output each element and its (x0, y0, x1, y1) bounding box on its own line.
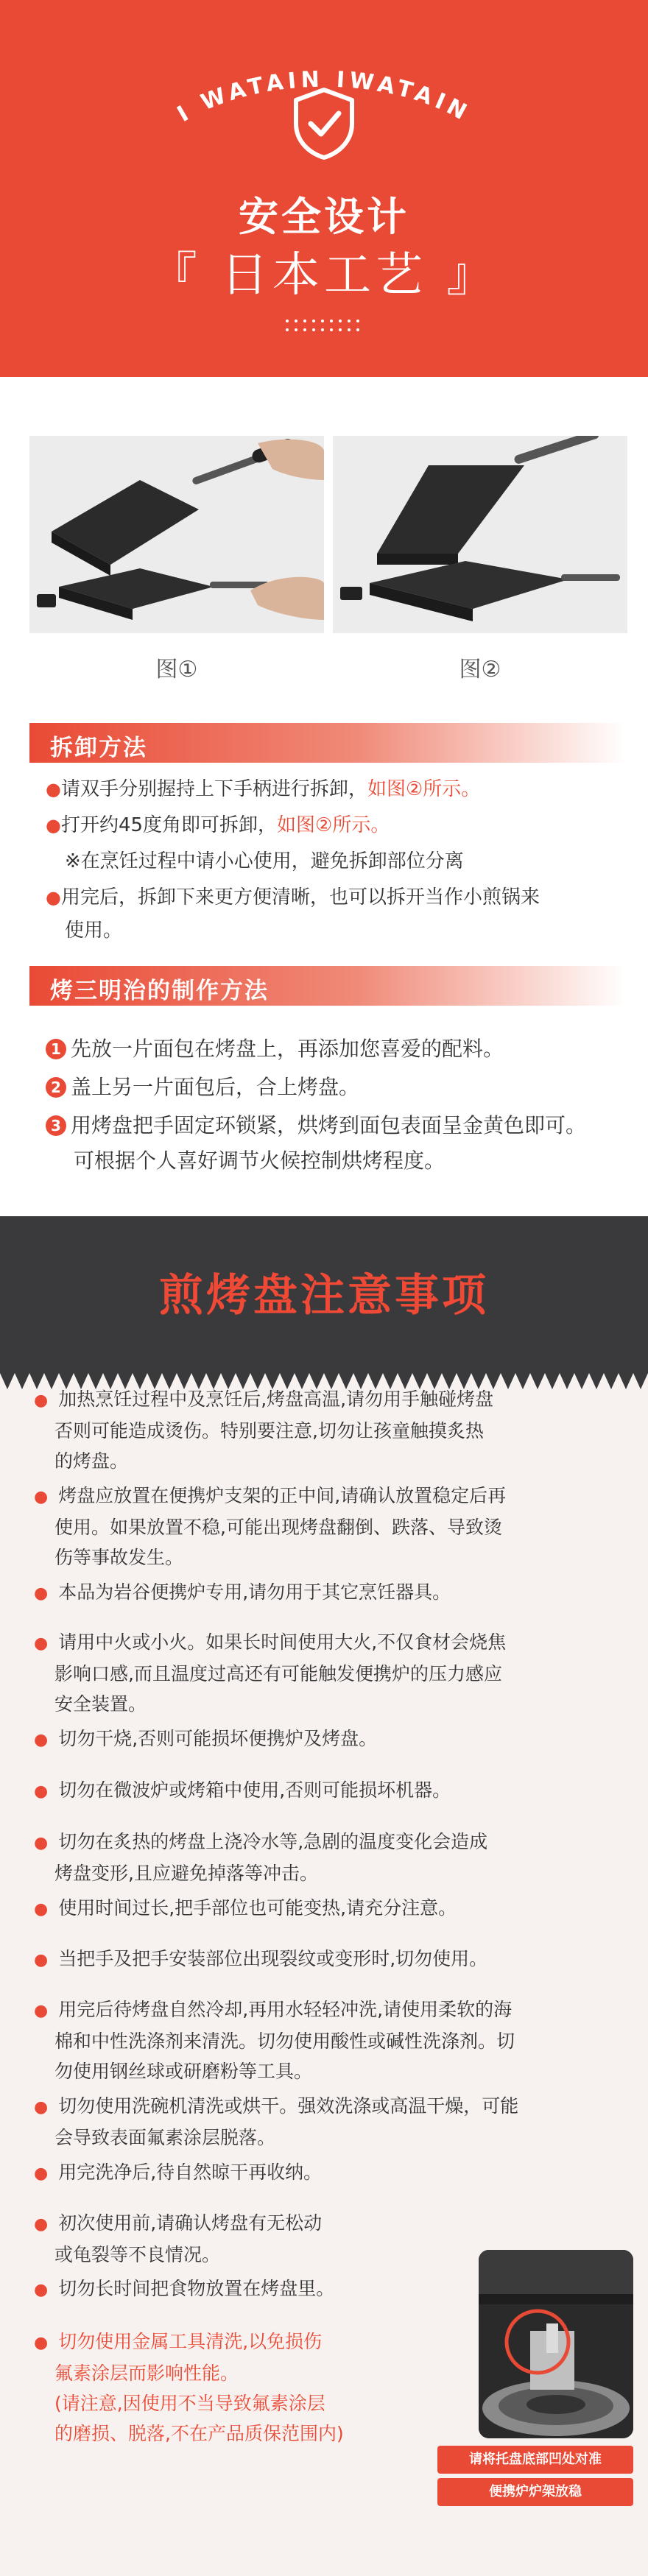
bullet-dot: ● (34, 1900, 49, 1919)
list-item-text: 打开约45度角即可拆卸， (60, 814, 278, 836)
list-item-highlight: 如图②所示。 (367, 778, 481, 800)
note-text: 使用时间过长,把手部位也可能变热,请充分注意。 (58, 1897, 457, 1919)
bullet-dot: ● (34, 1834, 49, 1852)
step-number: 3 (46, 1115, 66, 1136)
note-text: 用完洗净后,待自然晾干再收纳。 (58, 2162, 323, 2183)
note-text: 否则可能造成烫伤。特别要注意,切勿让孩童触摸炙热 (54, 1420, 484, 1441)
note-line (34, 1944, 627, 1975)
note-text: 安全装置。 (54, 1693, 147, 1715)
list-item-highlight: 如图②所示。 (277, 814, 390, 836)
note-item (34, 1775, 627, 1807)
bullet-dot: ● (46, 779, 61, 800)
step-text: 先放一片面包在烤盘上，再添加您喜爱的配料。 (71, 1037, 504, 1061)
bullet-dot: ● (34, 1584, 49, 1603)
bullet-dot: ● (34, 1634, 49, 1653)
note-line (34, 1827, 627, 1858)
bullet-dot: ● (34, 2098, 49, 2117)
list-item-text: 用完后，拆卸下来更方便清晰，也可以拆开当作小煎锅来 (60, 886, 540, 908)
note-item-warning (34, 2326, 446, 2449)
bullet-dot: ● (34, 2334, 49, 2352)
note-text: 加热烹饪过程中及烹饪后,烤盘高温,请勿用手触碰烤盘 (58, 1388, 494, 1410)
note-item (34, 2208, 446, 2270)
list-item-text: 使用。 (65, 920, 123, 942)
hero-title: 安全设计 (239, 194, 409, 240)
note-text: (请注意,因使用不当导致氟素涂层 (54, 2393, 325, 2414)
list-item-note (65, 847, 647, 876)
note-line (34, 2026, 627, 2056)
note-text: 勿使用钢丝球或研磨粉等工具。 (54, 2061, 313, 2082)
note-line (34, 1446, 627, 1476)
step-number: 1 (46, 1039, 66, 1059)
note-item (34, 1627, 627, 1719)
note-line (34, 2240, 446, 2270)
svg-text:I WATAIN IWATAIN: I WATAIN IWATAIN (172, 66, 475, 128)
note-text: 氟素涂层而影响性能。 (54, 2362, 239, 2384)
note-line (34, 2208, 446, 2240)
note-text: 的磨损、脱落,不在产品质保范围内) (54, 2423, 344, 2444)
note-line (34, 1858, 627, 1888)
burner-photo (479, 2250, 633, 2438)
note-line (34, 1994, 627, 2026)
note-line (34, 1481, 627, 1512)
note-item (34, 1827, 627, 1888)
shield-check-icon (290, 87, 358, 160)
note-line (34, 1775, 627, 1807)
note-item (34, 1893, 627, 1924)
note-line (34, 2122, 627, 2153)
step-number: 2 (46, 1077, 66, 1098)
note-line (34, 1659, 627, 1689)
note-text: 切勿干烧,否则可能损坏便携炉及烤盘。 (58, 1728, 378, 1749)
note-line (34, 1689, 627, 1719)
note-line (34, 1893, 627, 1924)
note-line (34, 1723, 627, 1755)
hero-banner (0, 0, 648, 377)
note-text: 影响口感,而且温度过高还有可能触发便携炉的压力感应 (54, 1663, 502, 1684)
note-item (34, 1944, 627, 1975)
note-text: 使用。如果放置不稳,可能出现烤盘翻倒、跌落、导致烫 (54, 1517, 502, 1538)
note-item (34, 1994, 627, 2086)
note-item (34, 1481, 627, 1573)
note-line (34, 1512, 627, 1542)
note-text: 的烤盘。 (54, 1450, 129, 1472)
note-line (34, 2091, 627, 2122)
step-text: 盖上另一片面包后，合上烤盘。 (71, 1075, 360, 1099)
note-item (34, 1384, 627, 1476)
bullet-dot: ● (34, 1951, 49, 1969)
photo-caption-1: 图① (155, 657, 198, 682)
notes-title: 煎烤盘注意事项 (159, 1270, 489, 1321)
note-line (34, 2273, 446, 2305)
list-item-text: ※在烹饪过程中请小心使用，避免拆卸部位分离 (65, 850, 464, 872)
note-item (34, 2091, 627, 2153)
note-text: 烤盘变形,且应避免掉落等冲击。 (54, 1863, 318, 1884)
note-item (34, 2157, 627, 2189)
step-text: 用烤盘把手固定环锁紧，烘烤到面包表面呈金黄色即可。 (71, 1113, 587, 1137)
bullet-dot: ● (34, 2281, 49, 2299)
note-text: 伤等事故发生。 (54, 1547, 184, 1568)
note-item (34, 1723, 627, 1755)
section-banner-sandwich (29, 966, 626, 1006)
bullet-dot: ● (34, 2002, 49, 2020)
bullet-dot: ● (34, 2164, 49, 2183)
note-text: 请用中火或小火。如果长时间使用大火,不仅食材会烧焦 (58, 1631, 507, 1653)
note-line (34, 2157, 627, 2189)
note-line (34, 2388, 446, 2418)
list-item-continued (65, 916, 647, 945)
list-item (46, 883, 627, 912)
note-text: 本品为岩谷便携炉专用,请勿用于其它烹饪器具。 (58, 1581, 451, 1603)
note-line (34, 2056, 627, 2086)
note-text: 切勿在微波炉或烤箱中使用,否则可能损坏机器。 (58, 1779, 451, 1801)
list-item-text: 请双手分别握持上下手柄进行拆卸， (60, 778, 367, 800)
photo-caption-2: 图② (459, 657, 501, 682)
note-item (34, 1577, 627, 1609)
bullet-dot: ● (46, 887, 61, 908)
note-text: 切勿在炙热的烤盘上浇冷水等,急剧的温度变化会造成 (58, 1831, 488, 1852)
note-line (34, 1416, 627, 1446)
note-text: 会导致表面氟素涂层脱落。 (54, 2127, 276, 2148)
note-line (34, 2326, 446, 2358)
decorative-dots (283, 318, 365, 333)
section-title: 拆卸方法 (50, 735, 147, 761)
note-text: 切勿使用洗碗机清洗或烘干。强效洗涤或高温干燥，可能 (58, 2095, 519, 2117)
bullet-dot: ● (46, 815, 61, 836)
bullet-dot: ● (34, 1731, 49, 1749)
bullet-dot: ● (34, 2215, 49, 2234)
photo-disassembly-2 (333, 436, 627, 633)
note-line (34, 2418, 446, 2449)
note-text: 切勿使用金属工具清洗,以免损伤 (58, 2331, 323, 2352)
photo-disassembly-1 (29, 436, 324, 633)
note-text: 当把手及把手安装部位出现裂纹或变形时,切勿使用。 (58, 1948, 488, 1969)
tip-tag: 请将托盘底部凹处对准 (437, 2446, 633, 2474)
step-extra-text: 可根据个人喜好调节火候控制烘烤程度。 (74, 1148, 446, 1173)
note-line (34, 1627, 627, 1659)
note-line (34, 2358, 446, 2388)
note-text: 烤盘应放置在便携炉支架的正中间,请确认放置稳定后再 (58, 1485, 507, 1506)
note-item (34, 2273, 446, 2305)
bullet-dot: ● (34, 1782, 49, 1801)
step-item (46, 1072, 627, 1103)
note-line (34, 1542, 627, 1573)
list-item (46, 774, 627, 804)
note-text: 切勿长时间把食物放置在烤盘里。 (58, 2278, 335, 2299)
step-item (46, 1034, 627, 1065)
note-text: 用完后待烤盘自然冷却,再用水轻轻冲洗,请使用柔软的海 (58, 1999, 513, 2020)
notes-header (0, 1216, 648, 1373)
tip-tag: 便携炉炉架放稳 (437, 2478, 633, 2506)
note-text: 棉和中性洗涤剂来清洗。切勿使用酸性或碱性洗涤剂。切 (54, 2030, 515, 2052)
note-text: 或龟裂等不良情况。 (54, 2244, 221, 2265)
hero-subtitle: 『 日本工艺 』 (149, 248, 499, 303)
section-banner-disassembly (29, 723, 626, 763)
bullet-dot: ● (34, 1391, 49, 1410)
note-text: 初次使用前,请确认烤盘有无松动 (58, 2212, 323, 2234)
note-line (34, 1384, 627, 1416)
section-title: 烤三明治的制作方法 (50, 978, 269, 1004)
note-line (34, 1577, 627, 1609)
step-item (46, 1110, 627, 1141)
bullet-dot: ● (34, 1488, 49, 1506)
list-item (46, 811, 627, 840)
